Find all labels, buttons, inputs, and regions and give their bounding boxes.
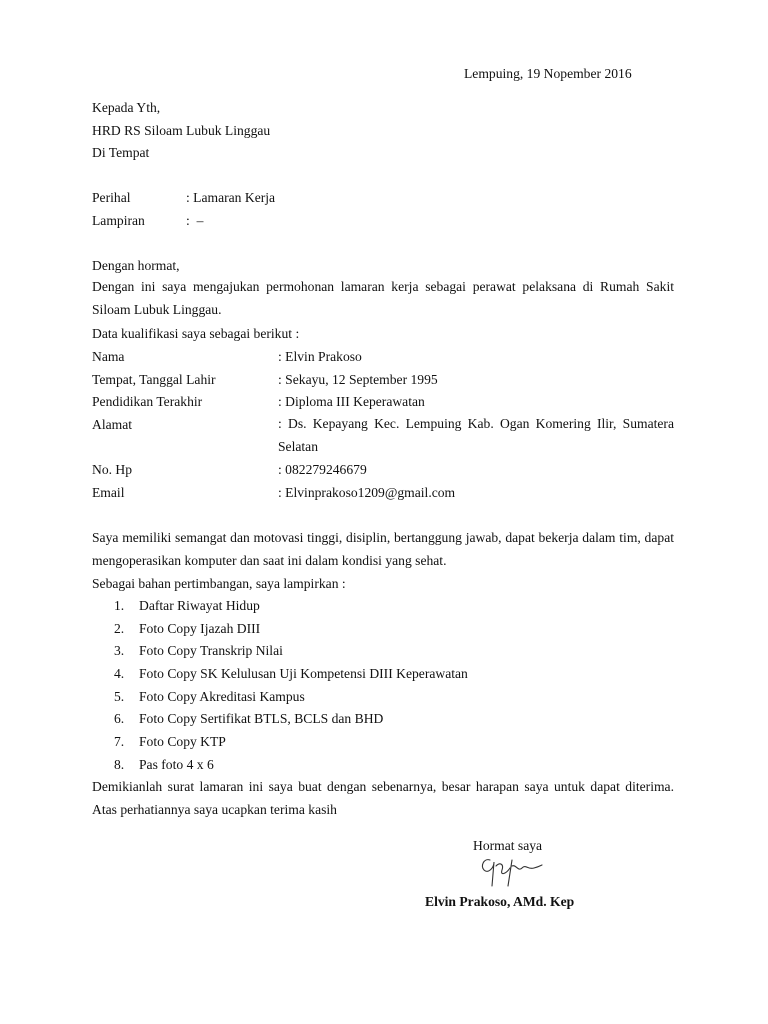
attachment-item: Daftar Riwayat Hidup xyxy=(139,598,260,613)
data-label-pendidikan: Pendidikan Terakhir xyxy=(92,394,203,409)
data-label-ttl: Tempat, Tanggal Lahir xyxy=(92,372,216,387)
attachment-item: Foto Copy SK Kelulusan Uji Kompetensi DIII Keperawatan xyxy=(139,666,468,681)
data-value-email: : Elvinprakoso1209@gmail.com xyxy=(278,485,456,500)
lampiran-label: Lampiran xyxy=(92,213,145,228)
data-value-alamat: : Ds. Kepayang Kec. Lempuing Kab. Ogan Komering Ilir, Sumatera Selatan xyxy=(278,416,674,454)
data-value-pendidikan: : Diploma III Keperawatan xyxy=(278,394,425,409)
perihal-value: : Lamaran Kerja xyxy=(186,190,276,205)
attachments-heading: Sebagai bahan pertimbangan, saya lampirkan : xyxy=(92,576,346,591)
attachment-item: Pas foto 4 x 6 xyxy=(139,757,214,772)
attachment-number: 4. xyxy=(114,666,125,681)
attachment-number: 6. xyxy=(114,711,125,726)
attachment-number: 8. xyxy=(114,757,125,772)
attachment-item: Foto Copy Ijazah DIII xyxy=(139,621,261,636)
data-label-alamat: Alamat xyxy=(92,417,133,432)
data-value-ttl: : Sekayu, 12 September 1995 xyxy=(278,372,438,387)
attachment-number: 7. xyxy=(114,734,125,749)
attachment-number: 5. xyxy=(114,689,125,704)
recipient-line-2: HRD RS Siloam Lubuk Linggau xyxy=(92,123,271,138)
data-value-hp: : 082279246679 xyxy=(278,462,367,477)
signature-image xyxy=(476,852,544,896)
greeting: Dengan hormat, xyxy=(92,258,180,273)
attachment-item: Foto Copy Transkrip Nilai xyxy=(139,643,283,658)
data-label-nama: Nama xyxy=(92,349,125,364)
intro-paragraph: Dengan ini saya mengajukan permohonan lamaran kerja sebagai perawat pelaksana di Rumah Sakit Siloam Lubuk Linggau. xyxy=(92,279,674,317)
attachment-item: Foto Copy Sertifikat BTLS, BCLS dan BHD xyxy=(139,711,384,726)
signer-name: Elvin Prakoso, AMd. Kep xyxy=(425,894,575,909)
attachment-number: 1. xyxy=(114,598,125,613)
lampiran-value: : – xyxy=(186,213,204,228)
attachment-number: 2. xyxy=(114,621,125,636)
data-heading: Data kualifikasi saya sebagai berikut : xyxy=(92,326,300,341)
attachment-item: Foto Copy Akreditasi Kampus xyxy=(139,689,305,704)
closing-paragraph: Demikianlah surat lamaran ini saya buat dengan sebenarnya, besar harapan saya untuk dapat diterima. Atas perhatiannya saya ucapkan terima kasih xyxy=(92,779,674,817)
recipient-line-1: Kepada Yth, xyxy=(92,100,161,115)
data-label-hp: No. Hp xyxy=(92,462,133,477)
recipient-line-3: Di Tempat xyxy=(92,145,150,160)
attachment-item: Foto Copy KTP xyxy=(139,734,226,749)
attachment-number: 3. xyxy=(114,643,125,658)
data-value-nama: : Elvin Prakoso xyxy=(278,349,362,364)
signoff: Hormat saya xyxy=(473,838,543,853)
perihal-label: Perihal xyxy=(92,190,131,205)
data-label-email: Email xyxy=(92,485,125,500)
motivation-paragraph: Saya memiliki semangat dan motovasi tinggi, disiplin, bertanggung jawab, dapat bekerja dalam tim, dapat mengoperasikan komputer dan saat ini dalam kondisi yang sehat. xyxy=(92,530,674,568)
place-date: Lempuing, 19 Nopember 2016 xyxy=(464,66,632,81)
